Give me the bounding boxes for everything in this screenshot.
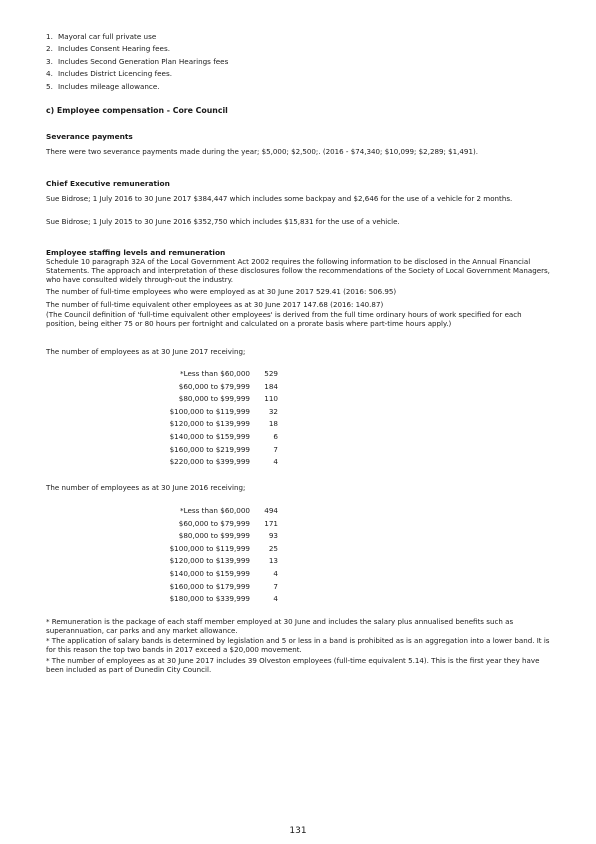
table-2017-intro: The number of employees as at 30 June 2017 receiving; — [46, 347, 246, 356]
table-row: $160,000 to $179,999 7 — [169, 581, 278, 591]
table-row: $140,000 to $159,999 4 — [169, 568, 278, 578]
list-item: 2. Includes Consent Hearing fees. — [46, 44, 170, 54]
table-row: *Less than $60,000 494 — [179, 506, 278, 515]
table-row: $120,000 to $139,999 13 — [169, 556, 278, 566]
table-row: $80,000 to $99,999 93 — [178, 531, 278, 541]
footnote-salary-bands: * The application of salary bands is determined by legislation and 5 or less in a band is prohibited as is an aggregation into a lower band. It is for this reason the top two bands in 2017 exceed a $20,000 movement. — [46, 636, 550, 655]
table-row: $60,000 to $79,999 184 — [178, 381, 278, 391]
footnote-remuneration: * Remuneration is the package of each staff member employed at 30 June and includes the salary plus annualised benefits such as superannuation, car parks and any market allowance. — [46, 617, 514, 636]
staffing-heading: Employee staffing levels and remuneration — [46, 248, 226, 257]
list-item: 5. Includes mileage allowance. — [46, 81, 160, 91]
severance-text: There were two severance payments made during the year; $5,000; $2,500;. (2016 - $74,340; $10,099; $2,289; $1,491). — [46, 147, 478, 156]
table-row: $80,000 to $99,999 110 — [178, 394, 278, 404]
salary-bands-2016 — [100, 505, 278, 606]
notes-list — [46, 31, 228, 93]
ceo-line-2016: Sue Bidrose; 1 July 2015 to 30 June 2016 $352,750 which includes $15,831 for the use of a vehicle. — [46, 217, 400, 226]
table-row: $220,000 to $399,999 4 — [169, 457, 278, 467]
list-item: 4. Includes District Licencing fees. — [46, 69, 172, 79]
table-row: $120,000 to $139,999 18 — [169, 419, 278, 429]
section-title: c) Employee compensation - Core Council — [46, 106, 228, 115]
table-2016-intro: The number of employees as at 30 June 2016 receiving; — [46, 483, 246, 492]
fulltime-employees: The number of full-time employees who were employed as at 30 June 2017 529.41 (2016: 506.95) — [46, 287, 397, 296]
table-row: $160,000 to $219,999 7 — [169, 444, 278, 454]
staffing-paragraph: Schedule 10 paragraph 32A of the Local Government Act 2002 requires the following information to be disclosed in the Annual Financial Statements. The approach and interpretation of these disclosures follow the recommendations of the Society of Local Government Managers, who have consulted widely through-out the industry. — [46, 257, 550, 285]
table-row: $180,000 to $339,999 4 — [169, 594, 278, 604]
fte-employees: The number of full-time equivalent other employees as at 30 June 2017 147.68 (2016: 140.87) — [46, 300, 384, 309]
table-row: $100,000 to $119,999 25 — [169, 543, 278, 553]
table-row: $100,000 to $119,999 32 — [169, 406, 278, 416]
table-row: $140,000 to $159,999 6 — [169, 431, 278, 441]
fte-definition: (The Council definition of 'full-time equivalent other employees' is derived from the full time ordinary hours of work specified for each position, being either 75 or 80 hours per fortnight and calculated on a prorate basis where part-time hours apply.) — [46, 310, 522, 329]
ceo-heading: Chief Executive remuneration — [46, 179, 170, 188]
ceo-line-2017: Sue Bidrose; 1 July 2016 to 30 June 2017 $384,447 which includes some backpay and $2,646 for the use of a vehicle for 2 months. — [46, 194, 513, 203]
page-number: 131 — [289, 826, 307, 836]
severance-heading: Severance payments — [46, 132, 133, 141]
table-row: *Less than $60,000 529 — [179, 369, 278, 378]
list-item: 3. Includes Second Generation Plan Hearings fees — [46, 56, 229, 66]
footnote-olveston: * The number of employees as at 30 June 2017 includes 39 Olveston employees (full-time equivalent 5.14). This is the first year they have been included as part of Dunedin City Council. — [46, 656, 540, 675]
list-item: 1. Mayoral car full private use — [46, 32, 157, 41]
table-row: $60,000 to $79,999 171 — [178, 518, 278, 528]
salary-bands-2017 — [100, 368, 278, 469]
